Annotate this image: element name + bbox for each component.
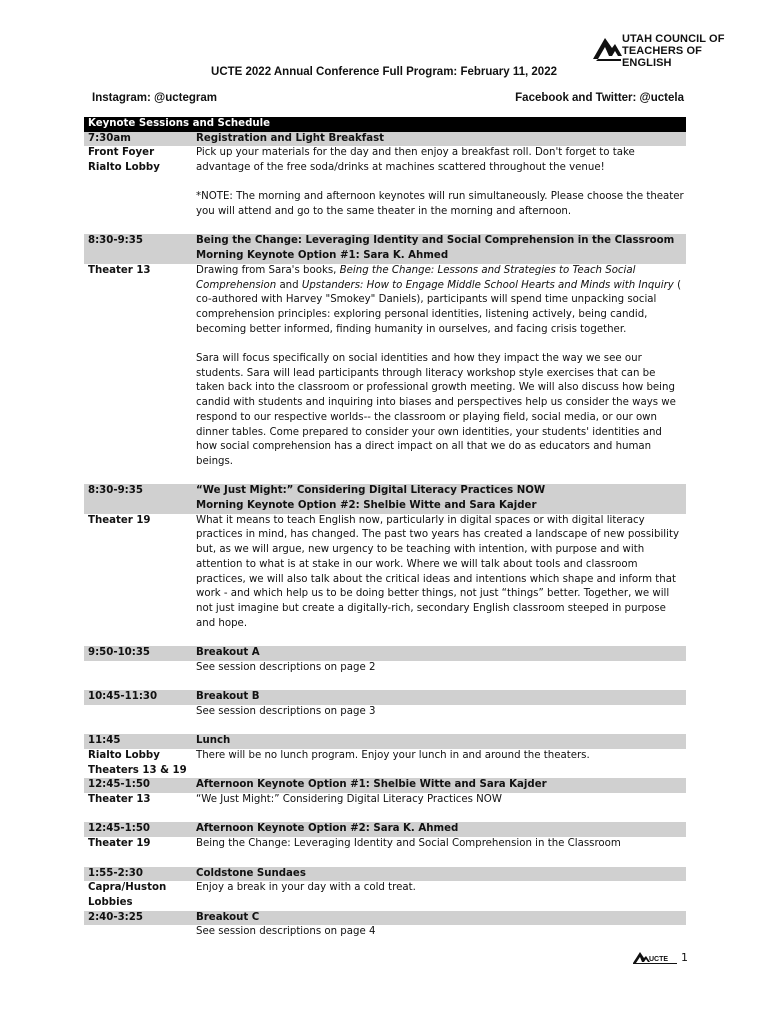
session-description	[196, 514, 686, 632]
session-description: See session descriptions on page 2	[196, 661, 376, 673]
session-body	[84, 264, 686, 470]
location-line: Capra/Huston	[88, 882, 167, 894]
description-paragraph: Pick up your materials for the day and then enjoy a breakfast roll. Don't forget to take advantage of the free soda/drinks at machines scattered throughout the venue!	[196, 147, 635, 173]
session-title: Breakout A	[196, 647, 260, 659]
book-title: Being the Change: Lessons and Strategies to Teach Social Comprehension	[196, 264, 636, 291]
program-table	[84, 117, 686, 940]
session-time: 10:45-11:30	[88, 691, 158, 703]
session-location	[84, 749, 196, 778]
org-name	[622, 33, 732, 69]
session-title: Afternoon Keynote Option #1: Shelbie Witte and Sara Kajder	[196, 779, 547, 791]
mountain-logo-icon	[592, 32, 622, 62]
session-title: Afternoon Keynote Option #2: Sara K. Ahmed	[196, 823, 459, 835]
session-body	[84, 793, 686, 808]
session-header	[84, 778, 686, 793]
session-location: Theater 19	[88, 514, 151, 526]
session-time: 12:45-1:50	[88, 823, 150, 835]
session-body	[84, 661, 686, 676]
session-time: 11:45	[88, 735, 121, 747]
location-line: Theaters 13 & 19	[88, 764, 187, 776]
session-header	[84, 734, 686, 749]
org-name-line1: UTAH COUNCIL OF	[622, 33, 725, 45]
description-paragraph: Sara will focus specifically on social identities and how they impact the way we see our students. Sara will lead participants through literacy workshop style exercises that can be taken back into the classroom or professional growth meeting. We will also discuss how being candid with students and inquiring into biases and perspectives help us consider the ways we respond to our respective worlds-- the classroom or playing field, social media, or our own dinner tables. Come prepared to consider your own identities, your students' identities and how social comprehension has a direct impact on all that we do as educators and human beings.	[196, 353, 676, 467]
session-time: 9:50-10:35	[88, 647, 150, 659]
session-location: Theater 13	[88, 264, 151, 276]
footer-logo-text: UCTE	[649, 956, 669, 963]
facebook-twitter-handle: Facebook and Twitter: @uctela	[515, 92, 684, 104]
session-body	[84, 146, 686, 220]
session-time: 7:30am	[88, 132, 131, 144]
book-title: Upstanders: How to Engage Middle School Hearts and Minds with Inquiry	[301, 279, 674, 291]
session-description	[196, 264, 686, 470]
session-location: Theater 13	[88, 794, 151, 806]
session-header	[84, 234, 686, 263]
session-title: Registration and Light Breakfast	[196, 132, 385, 144]
session-location	[84, 146, 196, 220]
session-subtitle-line: Morning Keynote Option #2: Shelbie Witte and Sara Kajder	[196, 500, 537, 512]
description-paragraph: *NOTE: The morning and afternoon keynotes will run simultaneously. Please choose the theater you will attend and go to the same theater in the morning and afternoon.	[196, 191, 684, 217]
session-title	[196, 484, 686, 513]
session-description: “We Just Might:” Considering Digital Literacy Practices NOW	[196, 794, 502, 806]
session-title-line: Being the Change: Leveraging Identity and Social Comprehension in the Classroom	[196, 235, 675, 247]
session-description: See session descriptions on page 4	[196, 926, 376, 938]
session-description: Being the Change: Leveraging Identity and Social Comprehension in the Classroom	[196, 838, 621, 850]
session-description: Enjoy a break in your day with a cold treat.	[196, 882, 416, 894]
session-time: 2:40-3:25	[88, 911, 143, 923]
location-line: Lobbies	[88, 896, 133, 908]
page-title: UCTE 2022 Annual Conference Full Program: February 11, 2022	[211, 66, 557, 78]
session-title: Lunch	[196, 735, 231, 747]
session-title: Breakout C	[196, 911, 260, 923]
location-line: Front Foyer	[88, 147, 155, 159]
session-location: Theater 19	[88, 838, 151, 850]
session-description	[196, 146, 686, 220]
description-paragraph	[196, 264, 686, 338]
session-header	[84, 484, 686, 513]
session-body	[84, 837, 686, 852]
session-title: Coldstone Sundaes	[196, 867, 306, 879]
section-band: Keynote Sessions and Schedule	[84, 117, 686, 132]
session-title: Breakout B	[196, 691, 260, 703]
location-line: Rialto Lobby	[88, 749, 160, 761]
session-subtitle-line: Morning Keynote Option #1: Sara K. Ahmed	[196, 250, 449, 262]
session-body	[84, 749, 686, 778]
ucte-logo	[592, 30, 732, 69]
session-time: 8:30-9:35	[88, 235, 143, 247]
session-time: 1:55-2:30	[88, 867, 143, 879]
session-body	[84, 514, 686, 632]
location-line: Rialto Lobby	[88, 161, 160, 173]
session-title-line: “We Just Might:” Considering Digital Literacy Practices NOW	[196, 485, 546, 497]
session-header	[84, 867, 686, 882]
session-title	[196, 234, 686, 263]
session-time: 12:45-1:50	[88, 779, 150, 791]
text-run: Drawing from Sara's books,	[196, 264, 340, 276]
session-description: See session descriptions on page 3	[196, 705, 376, 717]
session-header	[84, 690, 686, 705]
session-time: 8:30-9:35	[88, 485, 143, 497]
instagram-handle: Instagram: @uctegram	[92, 92, 217, 104]
ucte-footer-logo-icon	[632, 949, 678, 965]
session-header	[84, 822, 686, 837]
session-body	[84, 881, 686, 910]
description-paragraph: What it means to teach English now, particularly in digital spaces or with digital literacy practices in mind, has changed. The past two years has created a landscape of new possibility but, as we will argue, new urgency to be teaching with intention, with purpose and with attention to what is at stake in our work. Where we will talk about tools and classroom practices, we will also talk about the critical ideas and intentions which shape and inform that work - and which help us to be doing better things, not just “things” better. Together, we will not just imagine but create a digitally-rich, secondary English classroom steeped in purpose and hope.	[196, 514, 679, 629]
page-footer	[632, 949, 688, 965]
session-header	[84, 132, 686, 147]
text-run: and	[276, 279, 302, 291]
session-body	[84, 705, 686, 720]
text-run: ( co-authored with Harvey "Smokey" Daniels), participants will spend time unpacking social comprehension principles: exploring personal identities, listening actively, being candid, becoming better informed, finding humanity in ourselves, and facing crisis together.	[196, 279, 682, 335]
session-header	[84, 646, 686, 661]
session-description: There will be no lunch program. Enjoy your lunch in and around the theaters.	[196, 749, 590, 761]
org-name-line2: TEACHERS OF ENGLISH	[622, 45, 702, 69]
session-body	[84, 925, 686, 940]
session-header	[84, 911, 686, 926]
page-number: 1	[681, 950, 688, 964]
session-location	[84, 881, 196, 910]
